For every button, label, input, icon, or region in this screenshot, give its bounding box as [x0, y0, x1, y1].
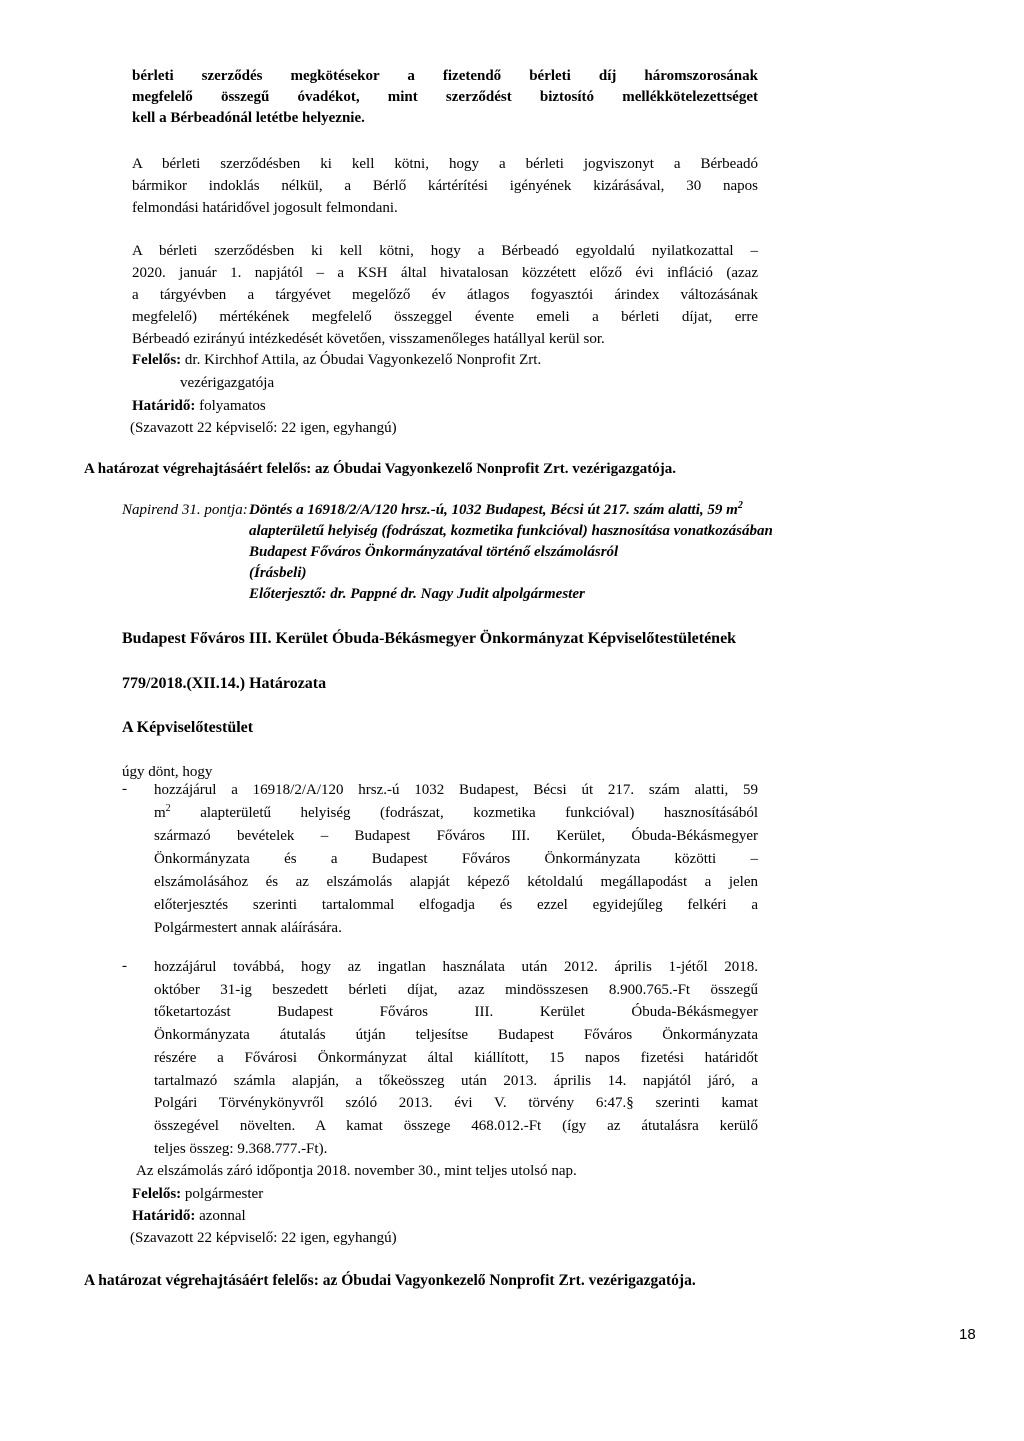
text-fragment: m: [154, 805, 166, 821]
text-line: megfelelő) mértékének megfelelő összeggel évente emeli a bérleti díjat, erre: [132, 309, 758, 325]
deadline-block: [132, 396, 266, 417]
deadline-text: azonnal: [199, 1208, 246, 1224]
council-body: A Képviselőtestület: [122, 719, 254, 736]
text-line: október 31-ig beszedett bérleti díjat, azaz mindösszesen 8.900.765.-Ft összegű: [154, 981, 758, 998]
deadline-label: Határidő:: [132, 398, 196, 414]
text-line: bérleti szerződés megkötésekor a fizetendő bérleti díj háromszorosának: [132, 68, 758, 84]
resolution-number: 779/2018.(XII.14.) Határozata: [122, 675, 327, 692]
bullet-dash: -: [122, 781, 127, 797]
text-line: részére a Fővárosi Önkormányzat által kiállított, 15 napos fizetési határidőt: [154, 1049, 758, 1066]
vote-result: (Szavazott 22 képviselő: 22 igen, egyhangú): [130, 420, 397, 436]
text-line: hozzájárul továbbá, hogy az ingatlan használata után 2012. április 1-jétől 2018.: [154, 959, 758, 975]
text-fragment: alapterületű helyiség (fodrászat, kozmetika funkcióval) hasznosításából: [200, 805, 758, 821]
text-line: származó bevételek – Budapest Főváros III. Kerület, Óbuda-Békásmegyer: [154, 828, 758, 844]
text-line: tartalmazó számla alapján, a tőkeösszeg után 2013. április 14. napjától járó, a: [154, 1072, 758, 1089]
deadline-label: Határidő:: [132, 1208, 196, 1224]
text-line: megfelelő összegű óvadékot, mint szerződést biztosító mellékkötelezettséget: [132, 89, 758, 105]
council-heading: Budapest Főváros III. Kerület Óbuda-Békásmegyer Önkormányzat Képviselőtestületének: [122, 630, 737, 647]
text-line: A bérleti szerződésben ki kell kötni, hogy a bérleti jogviszonyt a Bérbeadó: [132, 156, 758, 172]
paragraph-termination: [132, 153, 758, 219]
bullet-dash: -: [122, 958, 127, 974]
paragraph-deposit: [132, 66, 758, 129]
text-line: Polgármestert annak aláírására.: [154, 920, 342, 936]
deadline-block: [132, 1206, 246, 1227]
agenda-line: Előterjesztő: dr. Pappné dr. Nagy Judit alpolgármester: [249, 586, 585, 602]
text-line: bármikor indoklás nélkül, a Bérlő kártérítési igényének kizárásával, 30 napos: [132, 178, 758, 194]
text-line: teljes összeg: 9.368.777.-Ft).: [154, 1140, 328, 1157]
text-line: felmondási határidővel jogosult felmondani.: [132, 200, 398, 216]
resolution-item-1: [122, 779, 758, 940]
text-line: A bérleti szerződésben ki kell kötni, hogy a Bérbeadó egyoldalú nyilatkozattal –: [132, 243, 758, 259]
closing-date: Az elszámolás záró időpontja 2018. november 30., mint teljes utolsó nap.: [136, 1163, 577, 1179]
text-line: Bérbeadó ezirányú intézkedését követően, visszamenőleges hatállyal kerül sor.: [132, 331, 605, 347]
responsible-label: Felelős:: [132, 1186, 182, 1202]
agenda-label: Napirend 31. pontja:: [122, 502, 248, 518]
vote-result: (Szavazott 22 képviselő: 22 igen, egyhangú): [130, 1230, 397, 1246]
agenda-line: Budapest Főváros Önkormányzatával történő elszámolásról: [249, 544, 619, 560]
execution-responsible: A határozat végrehajtásáért felelős: az Óbudai Vagyonkezelő Nonprofit Zrt. vezérigazgatója.: [84, 461, 676, 477]
responsible-title: vezérigazgatója: [180, 375, 275, 391]
paragraph-inflation: [132, 240, 758, 350]
deadline-text: folyamatos: [199, 398, 266, 414]
text-line: 2020. január 1. napjától – a KSH által hivatalosan közzétett előző évi infláció (azaz: [132, 265, 758, 281]
text-line: hozzájárul a 16918/2/A/120 hrsz.-ú 1032 Budapest, Bécsi út 217. szám alatti, 59: [154, 782, 758, 798]
responsible-block: [132, 1184, 263, 1205]
superscript: 2: [737, 500, 743, 511]
text-line: a tárgyévben a tárgyévet megelőző év átlagos fogyasztói árindex változásának: [132, 287, 758, 303]
text-line: tőketartozást Budapest Főváros III. Kerület Óbuda-Békásmegyer: [154, 1004, 758, 1021]
decides-text: úgy dönt, hogy: [122, 764, 213, 780]
responsible-block: [132, 350, 772, 371]
text-line: összegével növelten. A kamat összege 468.012.-Ft (így az átutalásra kerülő: [154, 1117, 758, 1134]
superscript: 2: [165, 803, 171, 814]
agenda-line: Döntés a 16918/2/A/120 hrsz.-ú, 1032 Budapest, Bécsi út 217. szám alatti, 59 m: [249, 502, 738, 518]
execution-responsible: A határozat végrehajtásáért felelős: az Óbudai Vagyonkezelő Nonprofit Zrt. vezérigazgatója.: [84, 1272, 696, 1289]
text-line: kell a Bérbeadónál letétbe helyeznie.: [132, 110, 365, 126]
responsible-text: polgármester: [184, 1186, 264, 1202]
agenda-line: (Írásbeli): [249, 565, 307, 581]
page-number: 18: [959, 1326, 976, 1343]
resolution-item-2: [122, 956, 758, 1160]
agenda-line: alapterületű helyiség (fodrászat, kozmetika funkcióval) hasznosítása vonatkozásában: [249, 523, 773, 539]
agenda-item: [249, 500, 929, 605]
responsible-text: dr. Kirchhof Attila, az Óbudai Vagyonkezelő Nonprofit Zrt.: [184, 352, 542, 368]
responsible-label: Felelős:: [132, 352, 182, 368]
text-line: elszámolásához és az elszámolás alapját képező kétoldalú megállapodást a jelen: [154, 874, 758, 890]
text-line: Önkormányzata átutalás útján teljesítse Budapest Főváros Önkormányzata: [154, 1027, 758, 1044]
text-line: Önkormányzata és a Budapest Főváros Önkormányzata közötti –: [154, 851, 758, 867]
text-line: Polgári Törvénykönyvről szóló 2013. évi V. törvény 6:47.§ szerinti kamat: [154, 1095, 758, 1112]
text-line: előterjesztés szerinti tartalommal elfogadja és ezzel egyidejűleg felkéri a: [154, 897, 758, 913]
